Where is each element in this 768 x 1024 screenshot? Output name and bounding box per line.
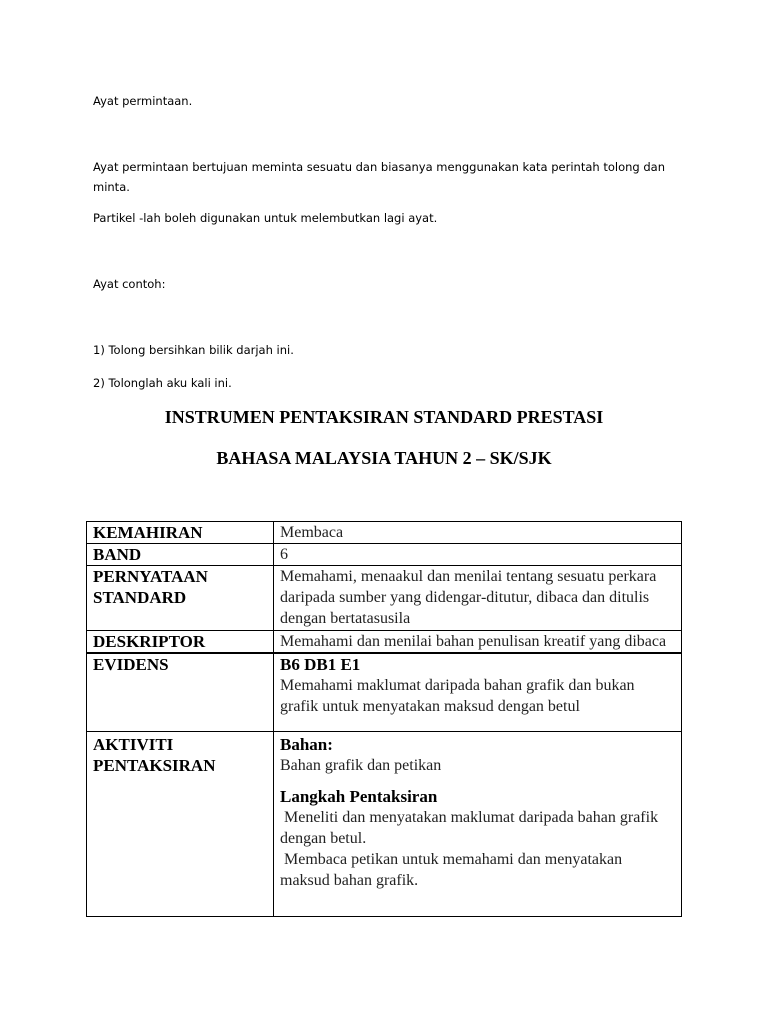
langkah-step-2: Membaca petikan untuk memahami dan menyatakan maksud bahan grafik.	[280, 851, 627, 889]
row-value	[274, 732, 682, 917]
evidens-code: B6 DB1 E1	[280, 655, 361, 674]
langkah-step-1: Meneliti dan menyatakan maklumat daripada bahan grafik dengan betul.	[280, 809, 663, 847]
example-heading: Ayat contoh:	[93, 277, 166, 291]
document-subtitle: BAHASA MALAYSIA TAHUN 2 – SK/SJK	[216, 448, 552, 468]
row-label: DESKRIPTOR	[87, 631, 274, 654]
intro-heading: Ayat permintaan.	[93, 94, 193, 108]
langkah-heading: Langkah Pentaksiran	[280, 787, 438, 806]
example-2: 2) Tolonglah aku kali ini.	[93, 376, 232, 390]
document-title: INSTRUMEN PENTAKSIRAN STANDARD PRESTASI	[164, 407, 604, 427]
row-value: Membaca	[274, 522, 682, 544]
example-1: 1) Tolong bersihkan bilik darjah ini.	[93, 343, 294, 357]
evidens-text: Memahami maklumat daripada bahan grafik dan bukan grafik untuk menyatakan maksud dengan betul	[280, 677, 635, 715]
row-label: EVIDENS	[87, 653, 274, 732]
bahan-value: Bahan grafik dan petikan	[280, 757, 442, 774]
row-value: 6	[274, 544, 682, 566]
intro-paragraph-2: Partikel -lah boleh digunakan untuk melembutkan lagi ayat.	[93, 211, 438, 225]
row-value	[274, 653, 682, 732]
row-label: KEMAHIRAN	[87, 522, 274, 544]
table-row	[87, 732, 682, 917]
assessment-table	[86, 521, 682, 917]
table-row	[87, 653, 682, 732]
row-label: PERNYATAAN STANDARD	[87, 566, 274, 631]
table-row	[87, 566, 682, 631]
table-row	[87, 522, 682, 544]
row-value: Memahami dan menilai bahan penulisan kreatif yang dibaca	[274, 631, 682, 654]
bahan-heading: Bahan:	[280, 735, 333, 754]
row-value: Memahami, menaakul dan menilai tentang sesuatu perkara daripada sumber yang didengar-ditutur, dibaca dan ditulis dengan bertatasusila	[274, 566, 682, 631]
row-label: BAND	[87, 544, 274, 566]
table-row	[87, 631, 682, 654]
row-label: AKTIVITI PENTAKSIRAN	[87, 732, 274, 917]
table-row	[87, 544, 682, 566]
intro-paragraph-1: Ayat permintaan bertujuan meminta sesuatu dan biasanya menggunakan kata perintah tolong dan minta.	[93, 160, 666, 194]
